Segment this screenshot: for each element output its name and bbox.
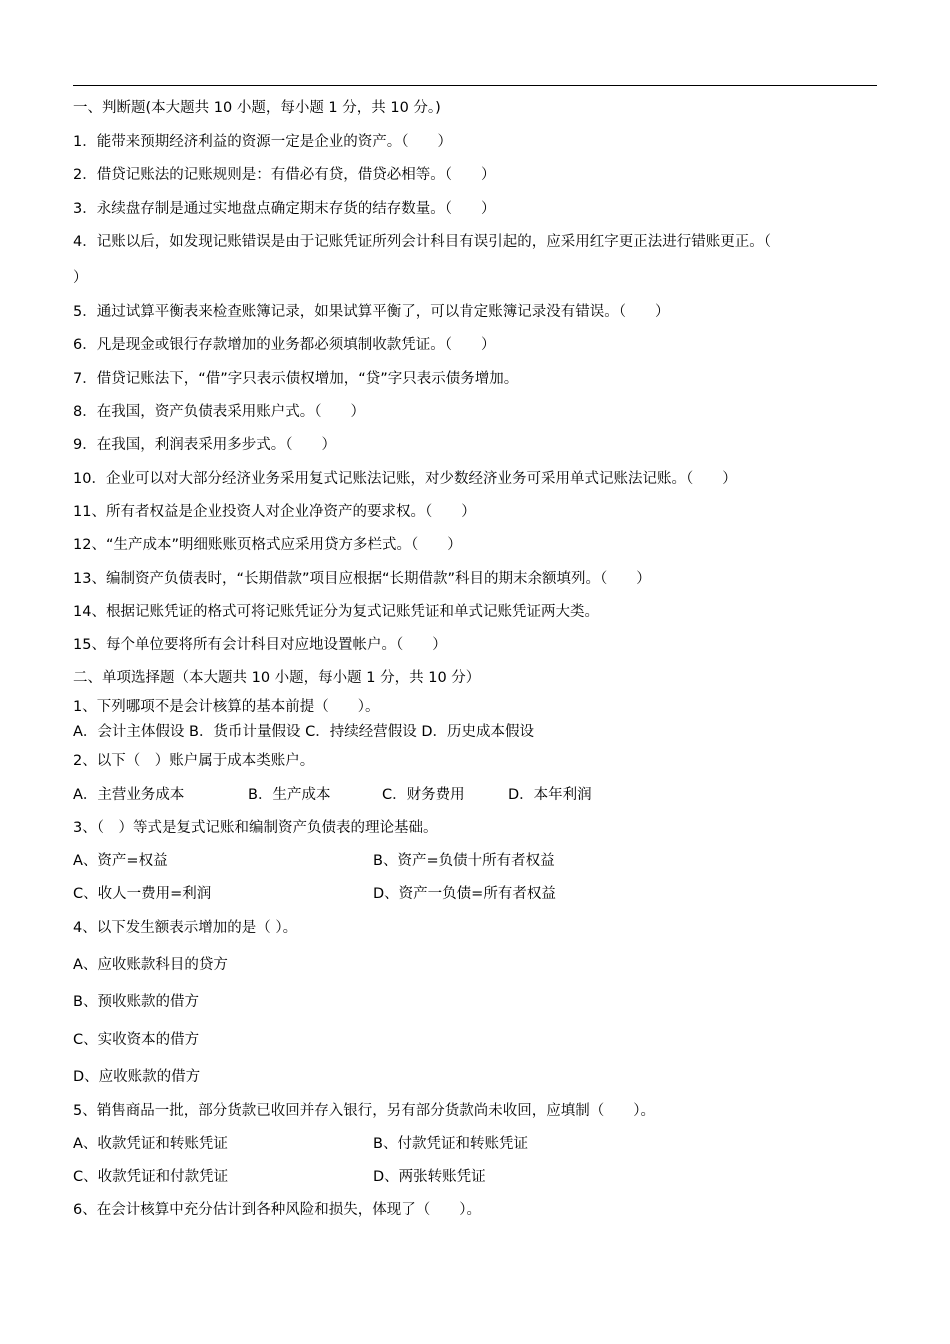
mc-question-2-option-d: D．本年利润 [508, 787, 592, 803]
tf-question-3: 3．永续盘存制是通过实地盘点确定期末存货的结存数量。（ ） [73, 201, 496, 217]
mc-question-4: 4、以下发生额表示增加的是（ ）。 [73, 920, 298, 936]
tf-question-12: 12、“生产成本”明细账账页格式应采用贷方多栏式。（ ） [73, 537, 462, 553]
tf-question-9: 9．在我国，利润表采用多步式。（ ） [73, 437, 336, 453]
tf-question-14: 14、根据记账凭证的格式可将记账凭证分为复式记账凭证和单式记账凭证两大类。 [73, 604, 599, 620]
mc-question-3-option-d: D、资产一负债=所有者权益 [373, 886, 556, 902]
mc-question-3-option-b: B、资产=负债十所有者权益 [373, 853, 555, 869]
section2-heading: 二、单项选择题（本大题共 10 小题，每小题 1 分，共 10 分） [73, 670, 481, 686]
tf-question-1: 1．能带来预期经济利益的资源一定是企业的资产。（ ） [73, 134, 452, 150]
tf-question-4: 4．记账以后，如发现记账错误是由于记账凭证所列会计科目有误引起的，应采用红字更正法进行错账更正。（ [73, 234, 771, 250]
mc-question-3-option-a: A、资产=权益 [73, 853, 168, 869]
tf-question-6: 6．凡是现金或银行存款增加的业务都必须填制收款凭证。（ ） [73, 337, 496, 353]
mc-question-2: 2、以下（ ）账户属于成本类账户。 [73, 753, 315, 769]
tf-question-15: 15、每个单位要将所有会计科目对应地设置帐户。（ ） [73, 637, 447, 653]
mc-question-2-option-b: B．生产成本 [248, 787, 331, 803]
tf-question-7: 7．借贷记账法下，“借”字只表示债权增加，“贷”字只表示债务增加。 [73, 371, 519, 387]
tf-question-8: 8．在我国，资产负债表采用账户式。（ ） [73, 404, 365, 420]
mc-question-5-option-a: A、收款凭证和转账凭证 [73, 1136, 228, 1152]
mc-question-1-options: A．会计主体假设 B．货币计量假设 C．持续经营假设 D．历史成本假设 [73, 724, 534, 740]
mc-question-6: 6、在会计核算中充分估计到各种风险和损失，体现了（ ）。 [73, 1202, 481, 1218]
mc-question-3-option-c: C、收人一费用=利润 [73, 886, 212, 902]
mc-question-4-option-d: D、应收账款的借方 [73, 1069, 201, 1085]
mc-question-5-option-b: B、付款凭证和转账凭证 [373, 1136, 528, 1152]
tf-question-2: 2．借贷记账法的记账规则是：有借必有贷，借贷必相等。（ ） [73, 167, 496, 183]
mc-question-5-option-c: C、收款凭证和付款凭证 [73, 1169, 229, 1185]
mc-question-3: 3、（ ）等式是复式记账和编制资产负债表的理论基础。 [73, 820, 438, 836]
mc-question-4-option-a: A、应收账款科目的贷方 [73, 957, 228, 973]
mc-question-4-option-c: C、实收资本的借方 [73, 1032, 200, 1048]
mc-question-4-option-b: B、预收账款的借方 [73, 994, 199, 1010]
header-rule [73, 85, 877, 86]
section1-heading: 一、判断题(本大题共 10 小题，每小题 1 分，共 10 分。) [73, 100, 441, 116]
tf-question-4-cont: ） [73, 270, 88, 286]
mc-question-5-option-d: D、两张转账凭证 [373, 1169, 486, 1185]
mc-question-2-option-a: A．主营业务成本 [73, 787, 185, 803]
mc-question-1: 1、下列哪项不是会计核算的基本前提（ ）。 [73, 699, 380, 715]
tf-question-10: 10．企业可以对大部分经济业务采用复式记账法记账，对少数经济业务可采用单式记账法记账。（ ） [73, 471, 737, 487]
tf-question-13: 13、编制资产负债表时，“长期借款”项目应根据“长期借款”科目的期末余额填列。（ ） [73, 571, 651, 587]
tf-question-5: 5．通过试算平衡表来检查账簿记录，如果试算平衡了，可以肯定账簿记录没有错误。（ ） [73, 304, 670, 320]
tf-question-11: 11、所有者权益是企业投资人对企业净资产的要求权。（ ） [73, 504, 476, 520]
mc-question-2-option-c: C．财务费用 [382, 787, 465, 803]
mc-question-5: 5、销售商品一批，部分货款已收回并存入银行，另有部分货款尚未收回，应填制（ ）。 [73, 1103, 655, 1119]
